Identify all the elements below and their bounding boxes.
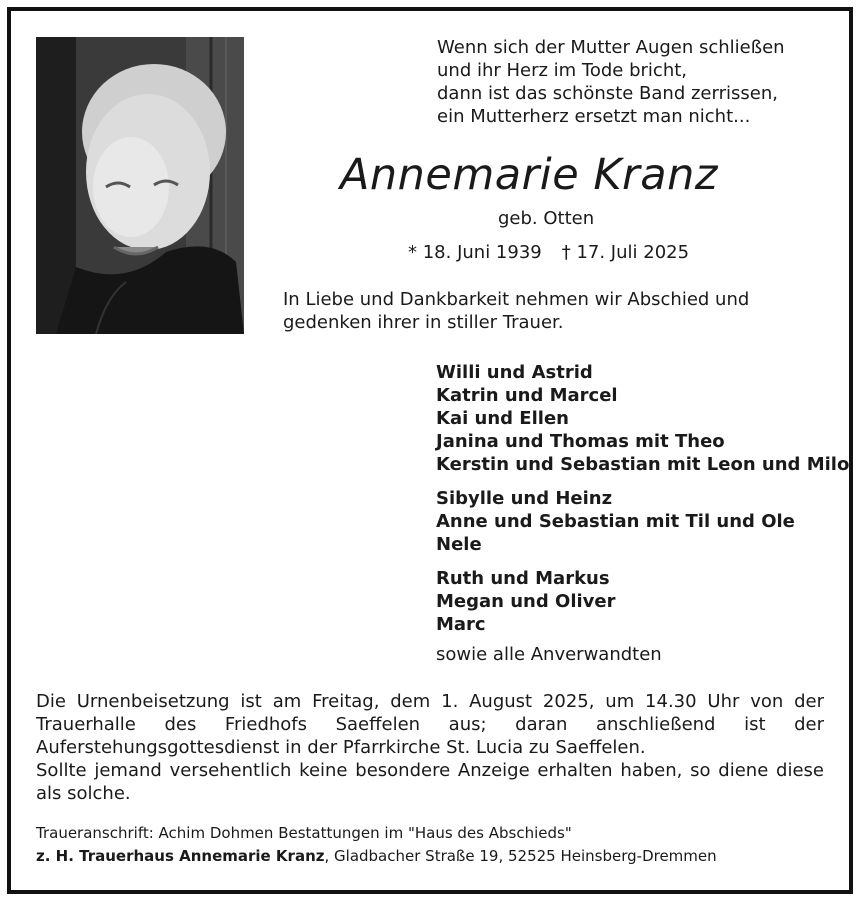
poem-line: ein Mutterherz ersetzt man nicht... [437,106,751,127]
family-member: Ruth und Markus [436,568,610,589]
mourning-address [36,822,717,868]
family-member: Marc [436,614,486,635]
farewell-line: In Liebe und Dankbarkeit nehmen wir Abschied und [283,289,750,310]
address-recipient: z. H. Trauerhaus Annemarie Kranz [36,847,325,865]
portrait-photo [36,37,244,334]
address-street: , Gladbacher Straße 19, 52525 Heinsberg-Dremmen [324,847,717,865]
family-member: Kai und Ellen [436,408,569,429]
birth-name: geb. Otten [498,208,595,229]
family-list [436,361,849,647]
family-group [436,361,849,476]
birth-date: * 18. Juni 1939 [408,242,542,263]
death-date: † 17. Juli 2025 [561,242,690,263]
family-member: Sibylle und Heinz [436,488,613,509]
family-member: Anne und Sebastian mit Til und Ole [436,511,795,532]
life-dates [408,242,689,263]
funeral-notice [36,690,824,805]
burial-details: Die Urnenbeisetzung ist am Freitag, dem 1. August 2025, um 14.30 Uhr von der Trauerhalle des Friedhofs Saeffelen aus; daran anschließend ist der Auferstehungsgottesdienst in der Pfarrkirche St. Lucia zu Saeffelen. [36,691,824,758]
family-group [436,487,849,556]
family-group [436,567,849,636]
portrait-image [36,37,244,334]
poem [437,36,785,128]
address-line-2 [36,845,717,868]
other-relatives: sowie alle Anverwandten [436,644,662,665]
family-member: Willi und Astrid [436,362,593,383]
family-member: Katrin und Marcel [436,385,618,406]
family-member: Megan und Oliver [436,591,616,612]
poem-line: und ihr Herz im Tode bricht, [437,60,688,81]
poem-line: Wenn sich der Mutter Augen schließen [437,37,785,58]
farewell-line: gedenken ihrer in stiller Trauer. [283,312,564,333]
family-member: Janina und Thomas mit Theo [436,431,725,452]
address-line-1: Traueranschrift: Achim Dohmen Bestattungen im "Haus des Abschieds" [36,824,572,842]
notice-invitation: Sollte jemand versehentlich keine besondere Anzeige erhalten haben, so diene diese als solche. [36,760,824,804]
farewell-text [283,288,749,334]
family-member: Nele [436,534,482,555]
deceased-name: Annemarie Kranz [340,150,718,200]
poem-line: dann ist das schönste Band zerrissen, [437,83,778,104]
family-member: Kerstin und Sebastian mit Leon und Milo [436,454,850,475]
